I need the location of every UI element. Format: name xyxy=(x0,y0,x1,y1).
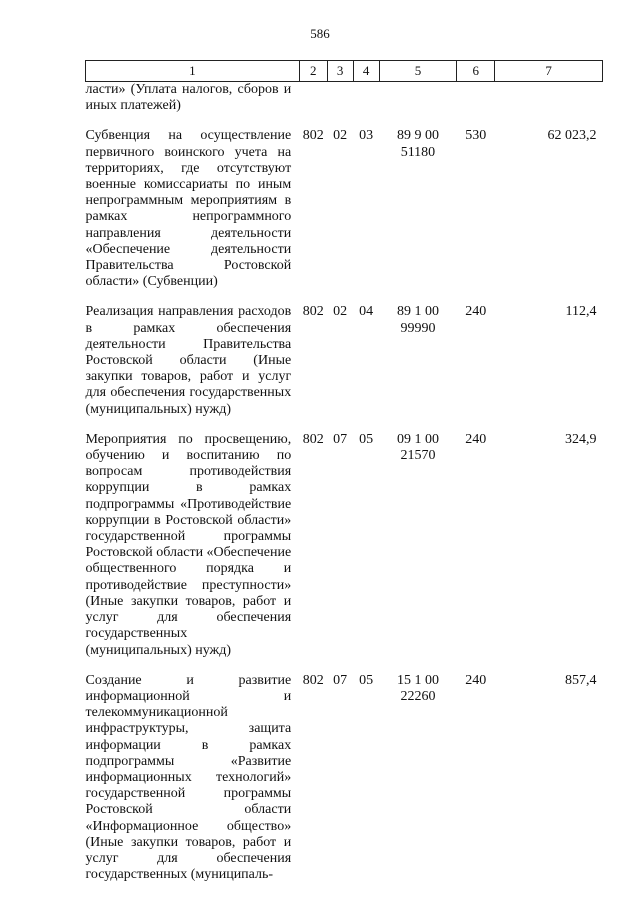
table-row xyxy=(86,128,603,290)
row-section: 07 xyxy=(333,672,348,688)
row-amount xyxy=(495,82,603,115)
page-number: 586 xyxy=(310,26,330,41)
row-expense-type: 240 xyxy=(465,304,487,320)
row-target-article: 15 1 00 22260 xyxy=(396,672,439,704)
header-col-6: 6 xyxy=(457,61,495,82)
table-row xyxy=(86,673,603,884)
row-section: 02 xyxy=(333,304,348,320)
header-col-7: 7 xyxy=(495,61,603,82)
row-expense-type xyxy=(457,82,495,115)
row-amount: 62 023,2 xyxy=(547,128,597,144)
header-col-4: 4 xyxy=(353,61,379,82)
header-col-2: 2 xyxy=(299,61,327,82)
row-ministry-code xyxy=(299,82,327,115)
header-col-1: 1 xyxy=(86,61,300,82)
row-expense-type: 530 xyxy=(465,128,487,144)
table-row xyxy=(86,304,603,417)
row-expense-type: 240 xyxy=(465,431,487,447)
row-section: 07 xyxy=(333,431,348,447)
row-target-article xyxy=(379,82,457,115)
row-target-article: 89 9 00 51180 xyxy=(396,128,439,160)
row-ministry-code: 802 xyxy=(302,128,324,144)
header-row xyxy=(86,61,603,82)
row-expense-type: 240 xyxy=(465,672,487,688)
row-target-article: 89 1 00 99990 xyxy=(396,304,439,336)
row-amount: 857,4 xyxy=(565,672,597,688)
row-description: Создание и развитие информационной и телекоммуникационной инфраструктуры, защита информации в рамках подпрограммы «Развитие информационных технологий» государственной программы Ростовской области «Информационное общество» (Иные закупки товаров, работ и услуг для обеспечения государственных (муниципаль- xyxy=(85,672,292,883)
header-col-3: 3 xyxy=(327,61,353,82)
row-subsection xyxy=(353,82,379,115)
row-section: 02 xyxy=(333,128,348,144)
row-description: Субвенция на осуществление первичного воинского учета на территориях, где отсутствуют военные комиссариаты по иным непрограммным мероприятиям в рамках непрограммного направления деятельности «Обеспечение деятельности Правительства Ростовской области» (Субвенции) xyxy=(85,128,292,290)
row-subsection: 04 xyxy=(359,304,374,320)
table-row xyxy=(86,432,603,659)
budget-table xyxy=(85,60,603,883)
row-section xyxy=(327,82,353,115)
row-description: Мероприятия по просвещению, обучению и воспитанию по вопросам противодействия коррупции в рамках подпрограммы «Противодействие коррупции в Ростовской области» государственной программы Ростовской области «Обеспечение общественного порядка и противодействие преступности» (Иные закупки товаров, работ и услуг для обеспечения государственных (муниципальных) нужд) xyxy=(85,431,292,658)
row-description: Реализация направления расходов в рамках обеспечения деятельности Правительства Ростовской области (Иные закупки товаров, работ и услуг для обеспечения государственных (муниципальных) нужд) xyxy=(85,304,292,417)
table-row xyxy=(86,82,603,115)
header-col-5: 5 xyxy=(379,61,457,82)
row-subsection: 05 xyxy=(359,672,374,688)
row-ministry-code: 802 xyxy=(302,672,324,688)
row-subsection: 05 xyxy=(359,431,374,447)
row-amount: 112,4 xyxy=(565,304,597,320)
row-amount: 324,9 xyxy=(565,431,597,447)
row-ministry-code: 802 xyxy=(302,304,324,320)
row-target-article: 09 1 00 21570 xyxy=(396,431,439,464)
row-ministry-code: 802 xyxy=(302,431,324,447)
row-description: ласти» (Уплата налогов, сборов и иных платежей) xyxy=(85,82,292,114)
row-subsection: 03 xyxy=(359,128,374,144)
